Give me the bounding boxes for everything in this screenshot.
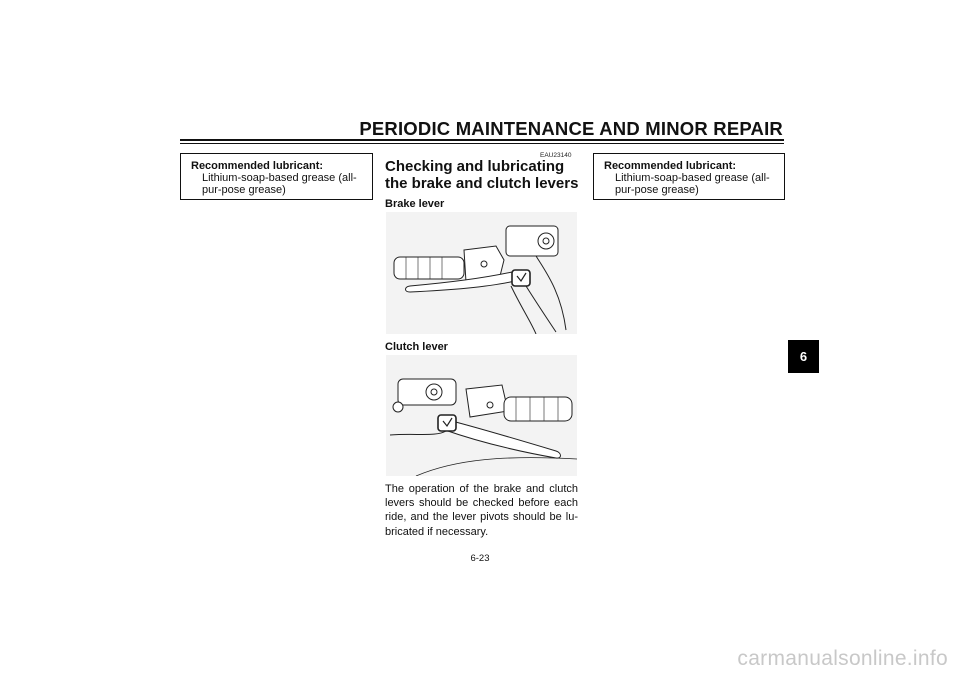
lubricant-box-left	[180, 153, 373, 200]
chapter-tab[interactable]: 6	[788, 340, 819, 373]
body-paragraph: The operation of the brake and clutch levers should be checked before each ride, and the lever pivots should be lu-bricated if necessary.	[385, 483, 578, 538]
lubricant-label: Recommended lubricant:	[191, 160, 324, 172]
lubricant-value: Lithium-soap-based grease (all-pur-pose grease)	[202, 172, 357, 196]
header-rule-thick	[180, 139, 784, 141]
page-number: 6-23	[470, 553, 490, 564]
brake-lever-illustration	[386, 212, 577, 334]
header-rule-thin	[180, 143, 784, 144]
section-code: EAU23140	[540, 152, 572, 159]
page-header-title: PERIODIC MAINTENANCE AND MINOR REPAIR	[359, 118, 783, 139]
clutch-lever-illustration	[386, 355, 577, 476]
watermark: carmanualsonline.info	[737, 647, 948, 670]
clutch-lever-heading: Clutch lever	[385, 341, 448, 353]
lubricant-value: Lithium-soap-based grease (all-pur-pose grease)	[615, 172, 770, 196]
section-title: Checking and lubricating the brake and clutch levers	[385, 158, 579, 192]
brake-lever-heading: Brake lever	[385, 198, 445, 210]
lubricant-box-right	[593, 153, 785, 200]
lubricant-label: Recommended lubricant:	[604, 160, 737, 172]
